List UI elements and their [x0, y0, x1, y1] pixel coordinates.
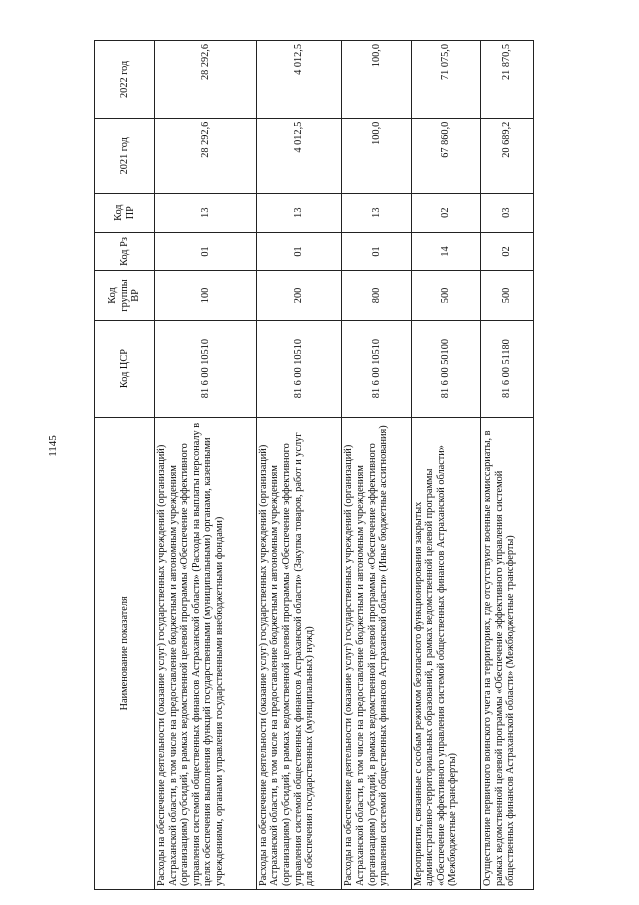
budget-table [94, 40, 534, 890]
row-vr: 800 [342, 271, 411, 320]
row-name: Расходы на обеспечение деятельности (оказание услуг) государственных учреждений (организаций) Астраханской области, в том числе на предоставление бюджетным и автономным учреждениям (организациям) субсидий, в рамках ведомственной целевой программы «Обеспечение эффективного управления системой общественных финансов Астраханской области» (Закупка товаров, работ и услуг для обеспечения государственных (муниципальных) нужд) [256, 417, 342, 889]
header-rz: Код Рз [95, 232, 155, 271]
row-name: Осуществление первичного воинского учета на территориях, где отсутствуют военные комиссариаты, в рамках ведомственной целевой программы «Обеспечение эффективного управления системой общественных финансов Астраханской области» (Межбюджетные трансферты) [480, 417, 533, 889]
rotated-table-container [94, 40, 534, 890]
table-row [342, 41, 411, 890]
row-2021: 100,0 [342, 118, 411, 193]
row-pr: 13 [342, 193, 411, 232]
row-csr: 81 6 00 50100 [411, 320, 480, 417]
row-rz: 01 [342, 232, 411, 271]
row-pr: 03 [480, 193, 533, 232]
header-csr: Код ЦСР [95, 320, 155, 417]
row-name: Расходы на обеспечение деятельности (оказание услуг) государственных учреждений (организаций) Астраханской области, в том числе на предоставление бюджетным и автономным учреждениям (организациям) субсидий, в рамках ведомственной целевой программы «Обеспечение эффективного управления системой общественных финансов Астраханской области» (Расходы на выплаты персоналу в целях обеспечения выполнения функций государственными (муниципальными) органами, казенными учреждениями, органами управления государственными внебюджетными фондами) [155, 417, 257, 889]
row-csr: 81 6 00 51180 [480, 320, 533, 417]
row-rz: 01 [256, 232, 342, 271]
header-name: Наименование показателя [95, 417, 155, 889]
row-2021: 4 012,5 [256, 118, 342, 193]
row-vr: 100 [155, 271, 257, 320]
row-2022: 100,0 [342, 41, 411, 119]
row-2022: 71 075,0 [411, 41, 480, 119]
table-row [155, 41, 257, 890]
row-pr: 13 [155, 193, 257, 232]
row-csr: 81 6 00 10510 [155, 320, 257, 417]
row-rz: 02 [480, 232, 533, 271]
row-2021: 20 689,2 [480, 118, 533, 193]
table-row [411, 41, 480, 890]
header-2022: 2022 год [95, 41, 155, 119]
header-pr: Код ПР [95, 193, 155, 232]
row-csr: 81 6 00 10510 [342, 320, 411, 417]
header-2021: 2021 год [95, 118, 155, 193]
row-vr: 500 [480, 271, 533, 320]
row-vr: 500 [411, 271, 480, 320]
row-name: Мероприятия, связанные с особым режимом безопасного функционирования закрытых административно-территориальных образований, в рамках ведомственной целевой программы «Обеспечение эффективного управления системой общественных финансов Астраханской области» (Межбюджетные трансферты) [411, 417, 480, 889]
row-2021: 67 860,0 [411, 118, 480, 193]
row-2022: 28 292,6 [155, 41, 257, 119]
table-header-row [95, 41, 155, 890]
row-pr: 13 [256, 193, 342, 232]
row-rz: 14 [411, 232, 480, 271]
row-rz: 01 [155, 232, 257, 271]
row-2021: 28 292,6 [155, 118, 257, 193]
table-row [256, 41, 342, 890]
row-pr: 02 [411, 193, 480, 232]
row-vr: 200 [256, 271, 342, 320]
table-row [480, 41, 533, 890]
header-vr: Код группы ВР [95, 271, 155, 320]
row-csr: 81 6 00 10510 [256, 320, 342, 417]
row-name: Расходы на обеспечение деятельности (оказание услуг) государственных учреждений (организаций) Астраханской области, в том числе на предоставление бюджетным и автономным учреждениям (организациям) субсидий, в рамках ведомственной целевой программы «Обеспечение эффективного управления системой общественных финансов Астраханской области» (Иные бюджетные ассигнования) [342, 417, 411, 889]
row-2022: 4 012,5 [256, 41, 342, 119]
row-2022: 21 870,5 [480, 41, 533, 119]
page-number: 1145 [47, 435, 59, 457]
